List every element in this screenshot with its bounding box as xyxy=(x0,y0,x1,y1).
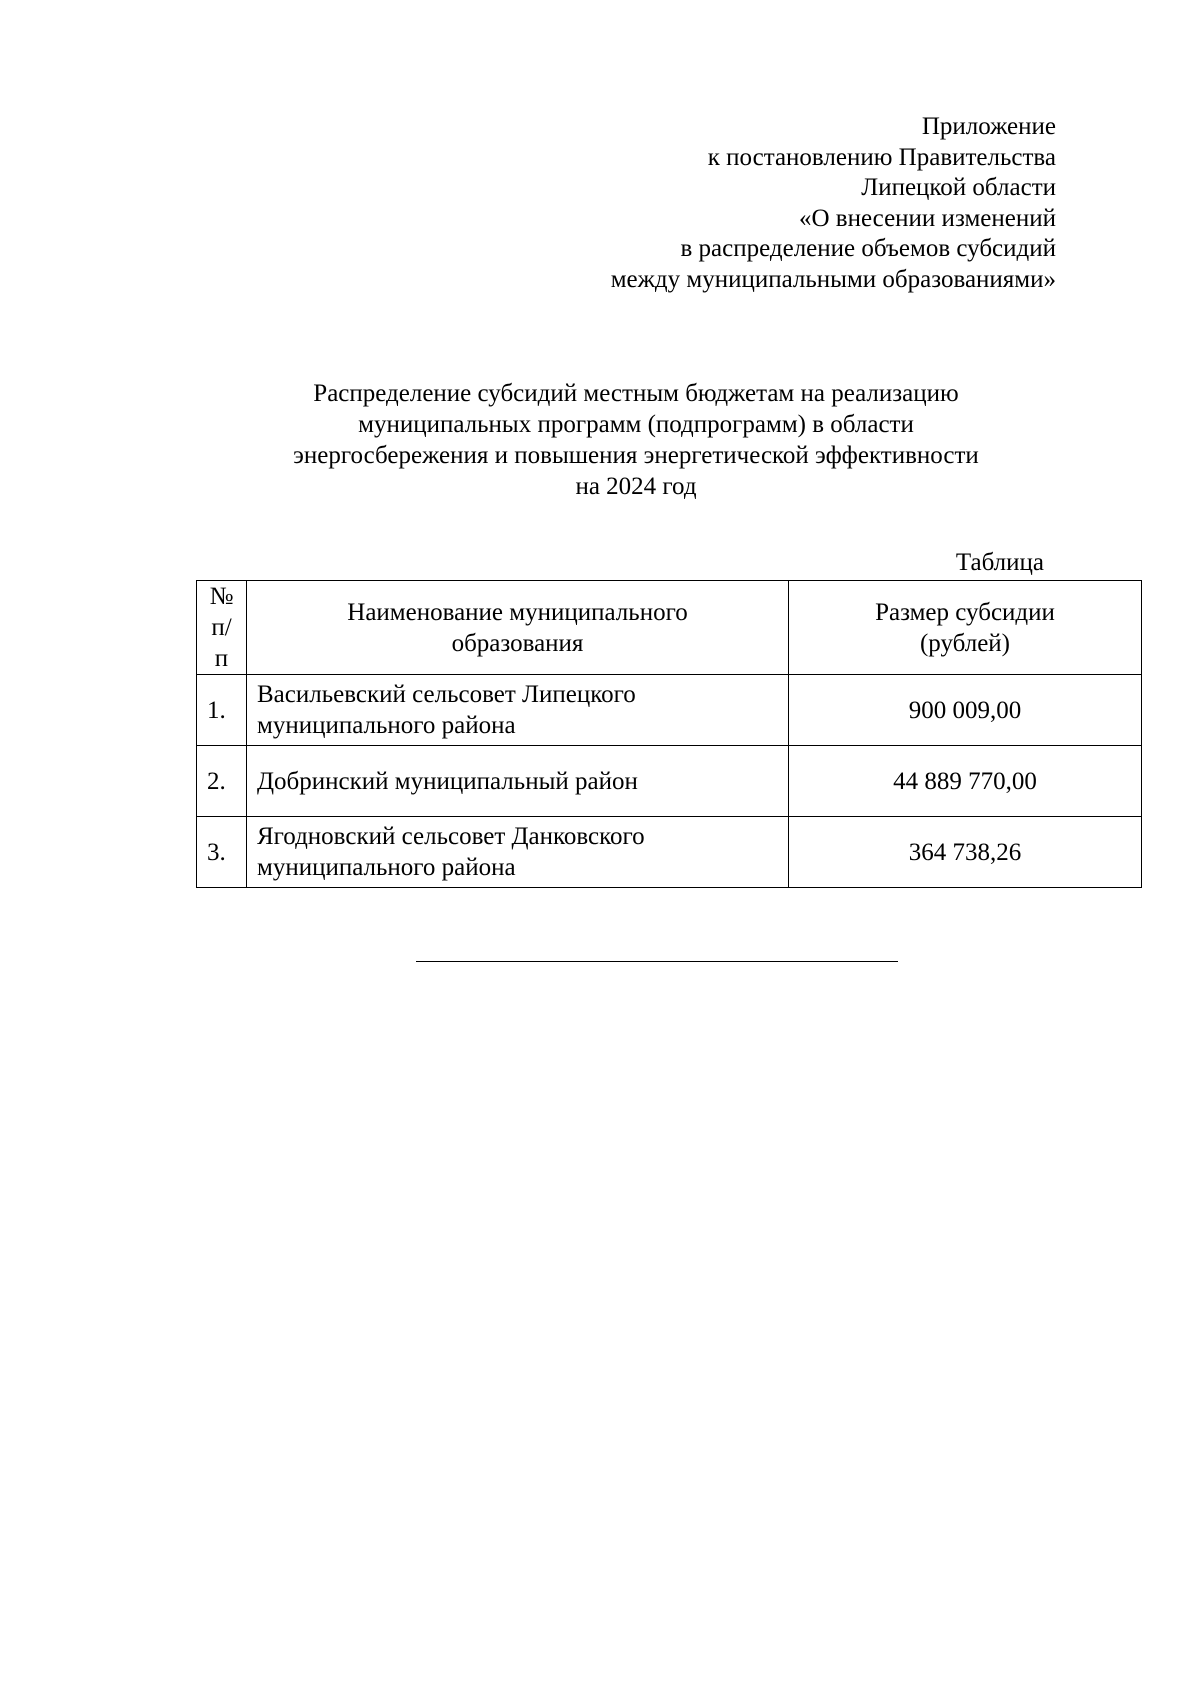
appendix-line: Липецкой области xyxy=(861,174,1056,201)
row-name xyxy=(247,675,789,746)
header-name-line: Наименование муниципального xyxy=(347,598,688,626)
row-amount: 364 738,26 xyxy=(789,817,1142,888)
document-title xyxy=(196,378,1076,502)
subsidy-table xyxy=(196,580,1142,888)
header-name xyxy=(247,581,789,675)
header-name-line: образования xyxy=(451,629,584,657)
title-line: энергосбережения и повышения энергетической эффективности xyxy=(293,442,979,469)
header-num-line: п/п xyxy=(211,614,232,672)
row-amount: 900 009,00 xyxy=(789,675,1142,746)
header-num-line: № xyxy=(209,583,234,610)
title-line: на 2024 год xyxy=(575,473,697,500)
title-line: муниципальных программ (подпрограмм) в области xyxy=(358,411,914,438)
row-name-line: муниципального района xyxy=(257,854,516,881)
table-header-row xyxy=(197,581,1142,675)
row-name-line: Добринский муниципальный район xyxy=(257,767,638,795)
row-name xyxy=(247,817,789,888)
row-name-line: муниципального района xyxy=(257,712,516,739)
header-amount-line: Размер субсидии xyxy=(875,598,1055,626)
row-amount: 44 889 770,00 xyxy=(789,746,1142,817)
row-name-line: Ягодновский сельсовет Данковского xyxy=(257,823,645,850)
appendix-line: Приложение xyxy=(921,113,1056,140)
header-amount xyxy=(789,581,1142,675)
table-row xyxy=(197,675,1142,746)
signature-divider xyxy=(416,961,898,962)
header-num xyxy=(197,581,247,675)
title-line: Распределение субсидий местным бюджетам на реализацию xyxy=(313,380,959,407)
row-name xyxy=(247,746,789,817)
appendix-line: в распределение объемов субсидий xyxy=(680,235,1056,262)
appendix-line: между муниципальными образованиями» xyxy=(610,265,1056,293)
row-number: 2. xyxy=(197,746,247,817)
table-row xyxy=(197,746,1142,817)
appendix-line: к постановлению Правительства xyxy=(707,143,1056,171)
row-name-line: Васильевский сельсовет Липецкого xyxy=(257,681,636,708)
row-number: 1. xyxy=(197,675,247,746)
appendix-block xyxy=(356,112,1056,295)
table-row xyxy=(197,817,1142,888)
table-caption: Таблица xyxy=(955,549,1044,576)
appendix-line: «О внесении изменений xyxy=(798,204,1056,232)
row-number: 3. xyxy=(197,817,247,888)
header-amount-line: (рублей) xyxy=(919,629,1011,657)
